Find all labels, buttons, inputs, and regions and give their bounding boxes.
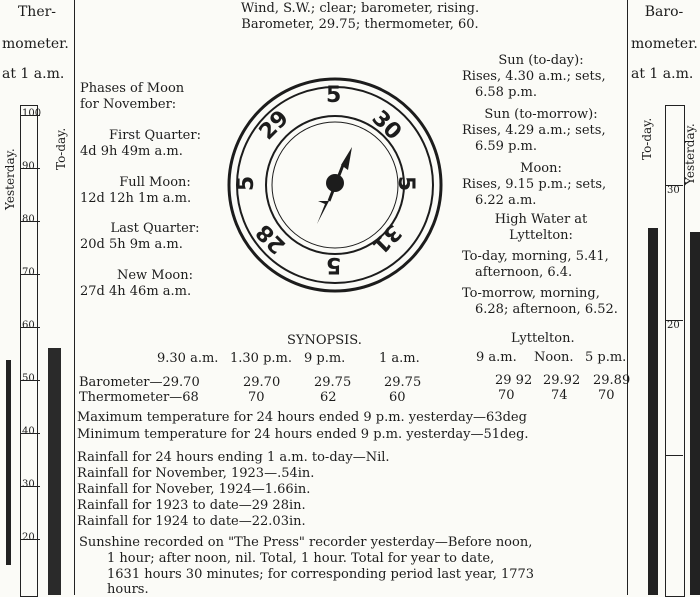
scale-tick [665, 455, 683, 456]
dial-label-5-right: 5 [393, 175, 419, 192]
left-scale-20: 20 [22, 532, 35, 543]
lyttelton-title: Lyttelton. [511, 331, 575, 346]
sun-today-line-1: Rises, 4.30 a.m.; sets, [462, 69, 606, 84]
sun-tomorrow-line-2: 6.59 p.m. [475, 139, 537, 154]
left-scale-60: 60 [22, 320, 35, 331]
lyttelton-barometer-3: 29.89 [593, 373, 631, 388]
yesterday-mercury-bar [6, 360, 11, 565]
weather-summary-line-2: Barometer, 29.75; thermometer, 60. [241, 17, 479, 32]
lyttelton-time-3: 5 p.m. [585, 350, 627, 365]
last-quarter-label: Last Quarter: [110, 221, 200, 236]
left-title-line-3: at 1 a.m. [2, 66, 65, 82]
right-column-divider [627, 0, 628, 595]
sun-today-title: Sun (to-day): [498, 53, 584, 68]
right-scale-20: 20 [667, 320, 680, 331]
dial-label-5-top: 5 [326, 83, 342, 108]
sun-tomorrow-title: Sun (to-morrow): [484, 107, 598, 122]
dial-label-28: 28 [251, 218, 291, 259]
today-barometer-bar [648, 228, 658, 595]
barometer-value-4: 29.75 [384, 375, 422, 390]
synopsis-time-3: 9 p.m. [304, 351, 346, 366]
barometer-label: Barometer—29.70 [79, 375, 200, 390]
sunshine-line-3: 1631 hours 30 minutes; for corresponding period last year, 1773 [107, 567, 535, 582]
full-moon-value: 12d 12h 1m a.m. [80, 191, 192, 206]
high-water-title-1: High Water at [494, 212, 588, 227]
left-title-line-1: Ther- [17, 4, 57, 20]
left-scale-50: 50 [22, 373, 35, 384]
today-mercury-bar [48, 348, 61, 595]
dial-label-5-bottom: 5 [326, 252, 342, 277]
right-scale-30: 30 [667, 185, 680, 196]
left-column-divider [74, 0, 75, 595]
sunshine-line-2: 1 hour; after noon, nil. Total, 1 hour. Total for year to date, [107, 551, 495, 566]
sunshine-line-4: hours. [107, 582, 149, 597]
new-moon-label: New Moon: [116, 268, 194, 283]
high-water-today-1: To-day, morning, 5.41, [462, 249, 609, 264]
rainfall-line-2: Rainfall for November, 1923—.54in. [77, 466, 315, 481]
sun-tomorrow-line-1: Rises, 4.29 a.m.; sets, [462, 123, 606, 138]
synopsis-time-2: 1.30 p.m. [230, 351, 292, 366]
lyttelton-thermometer-1: 70 [498, 388, 515, 403]
first-quarter-value: 4d 9h 49m a.m. [80, 144, 183, 159]
left-scale-80: 80 [22, 214, 35, 225]
high-water-tomorrow-1: To-morrow, morning, [462, 286, 600, 301]
synopsis-title: SYNOPSIS. [287, 333, 362, 348]
barometer-value-2: 29.70 [243, 375, 281, 390]
rainfall-line-4: Rainfall for 1923 to date—29 28in. [77, 498, 306, 513]
dial-label-29: 29 [254, 105, 294, 146]
left-thermometer-scale [20, 105, 38, 597]
dial-label-5-left: 5 [234, 175, 260, 192]
left-scale-70: 70 [22, 267, 35, 278]
right-barometer-scale [665, 105, 685, 597]
lyttelton-barometer-1: 29 92 [495, 373, 533, 388]
right-title-line-2: mometer. [631, 36, 698, 52]
rainfall-line-3: Rainfall for Noveber, 1924—1.66in. [77, 482, 311, 497]
moon-line-1: Rises, 9.15 p.m.; sets, [462, 177, 607, 192]
right-today-label: To-day. [640, 117, 654, 160]
max-temperature: Maximum temperature for 24 hours ended 9 p.m. yesterday—63deg [77, 410, 527, 425]
new-moon-value: 27d 4h 46m a.m. [80, 284, 192, 299]
lyttelton-time-1: 9 a.m. [476, 350, 517, 365]
high-water-title-2: Lyttelton: [509, 228, 573, 243]
thermometer-value-3: 62 [320, 390, 337, 405]
synopsis-time-4: 1 a.m. [379, 351, 420, 366]
yesterday-barometer-bar [690, 232, 700, 595]
dial-label-30: 30 [366, 105, 406, 146]
high-water-today-2: afternoon, 6.4. [475, 265, 573, 280]
rainfall-line-1: Rainfall for 24 hours ending 1 a.m. to-day—Nil. [77, 450, 390, 465]
left-yesterday-label: Yesterday. [3, 148, 17, 210]
right-title-line-1: Baro- [644, 4, 684, 20]
left-scale-100: 100 [22, 108, 42, 119]
left-scale-90: 90 [22, 161, 35, 172]
first-quarter-label: First Quarter: [109, 128, 201, 143]
min-temperature: Minimum temperature for 24 hours ended 9 p.m. yesterday—51deg. [77, 427, 529, 442]
rainfall-line-5: Rainfall for 1924 to date—22.03in. [77, 514, 306, 529]
sunshine-line-1: Sunshine recorded on "The Press" recorder yesterday—Before noon, [79, 535, 533, 550]
moon-line-2: 6.22 a.m. [475, 193, 537, 208]
dial-center-hub [326, 174, 344, 192]
high-water-tomorrow-2: 6.28; afternoon, 6.52. [475, 302, 618, 317]
moon-title: Moon: [520, 161, 562, 176]
moon-phases-title-1: Phases of Moon [80, 81, 185, 96]
left-title-line-2: mometer. [2, 36, 69, 52]
left-today-label: To-day. [54, 127, 68, 170]
thermometer-label: Thermometer—68 [79, 390, 199, 405]
right-title-line-3: at 1 a.m. [631, 66, 694, 82]
last-quarter-value: 20d 5h 9m a.m. [80, 237, 183, 252]
synopsis-time-1: 9.30 a.m. [157, 351, 219, 366]
thermometer-value-4: 60 [389, 390, 406, 405]
full-moon-label: Full Moon: [119, 175, 191, 190]
left-scale-40: 40 [22, 426, 35, 437]
thermometer-value-2: 70 [248, 390, 265, 405]
left-scale-30: 30 [22, 479, 35, 490]
lyttelton-thermometer-2: 74 [551, 388, 568, 403]
dial-arrow-tail [317, 201, 329, 224]
moon-phases-title-2: for November: [80, 97, 177, 112]
weather-summary-line-1: Wind, S.W.; clear; barometer, rising. [240, 1, 480, 16]
dial-label-31: 31 [366, 218, 406, 259]
sun-today-line-2: 6.58 p.m. [475, 85, 537, 100]
lyttelton-barometer-2: 29.92 [543, 373, 581, 388]
lyttelton-thermometer-3: 70 [598, 388, 615, 403]
right-yesterday-label: Yesterday. [683, 123, 697, 185]
lyttelton-time-2: Noon. [534, 350, 574, 365]
barometer-value-3: 29.75 [314, 375, 352, 390]
